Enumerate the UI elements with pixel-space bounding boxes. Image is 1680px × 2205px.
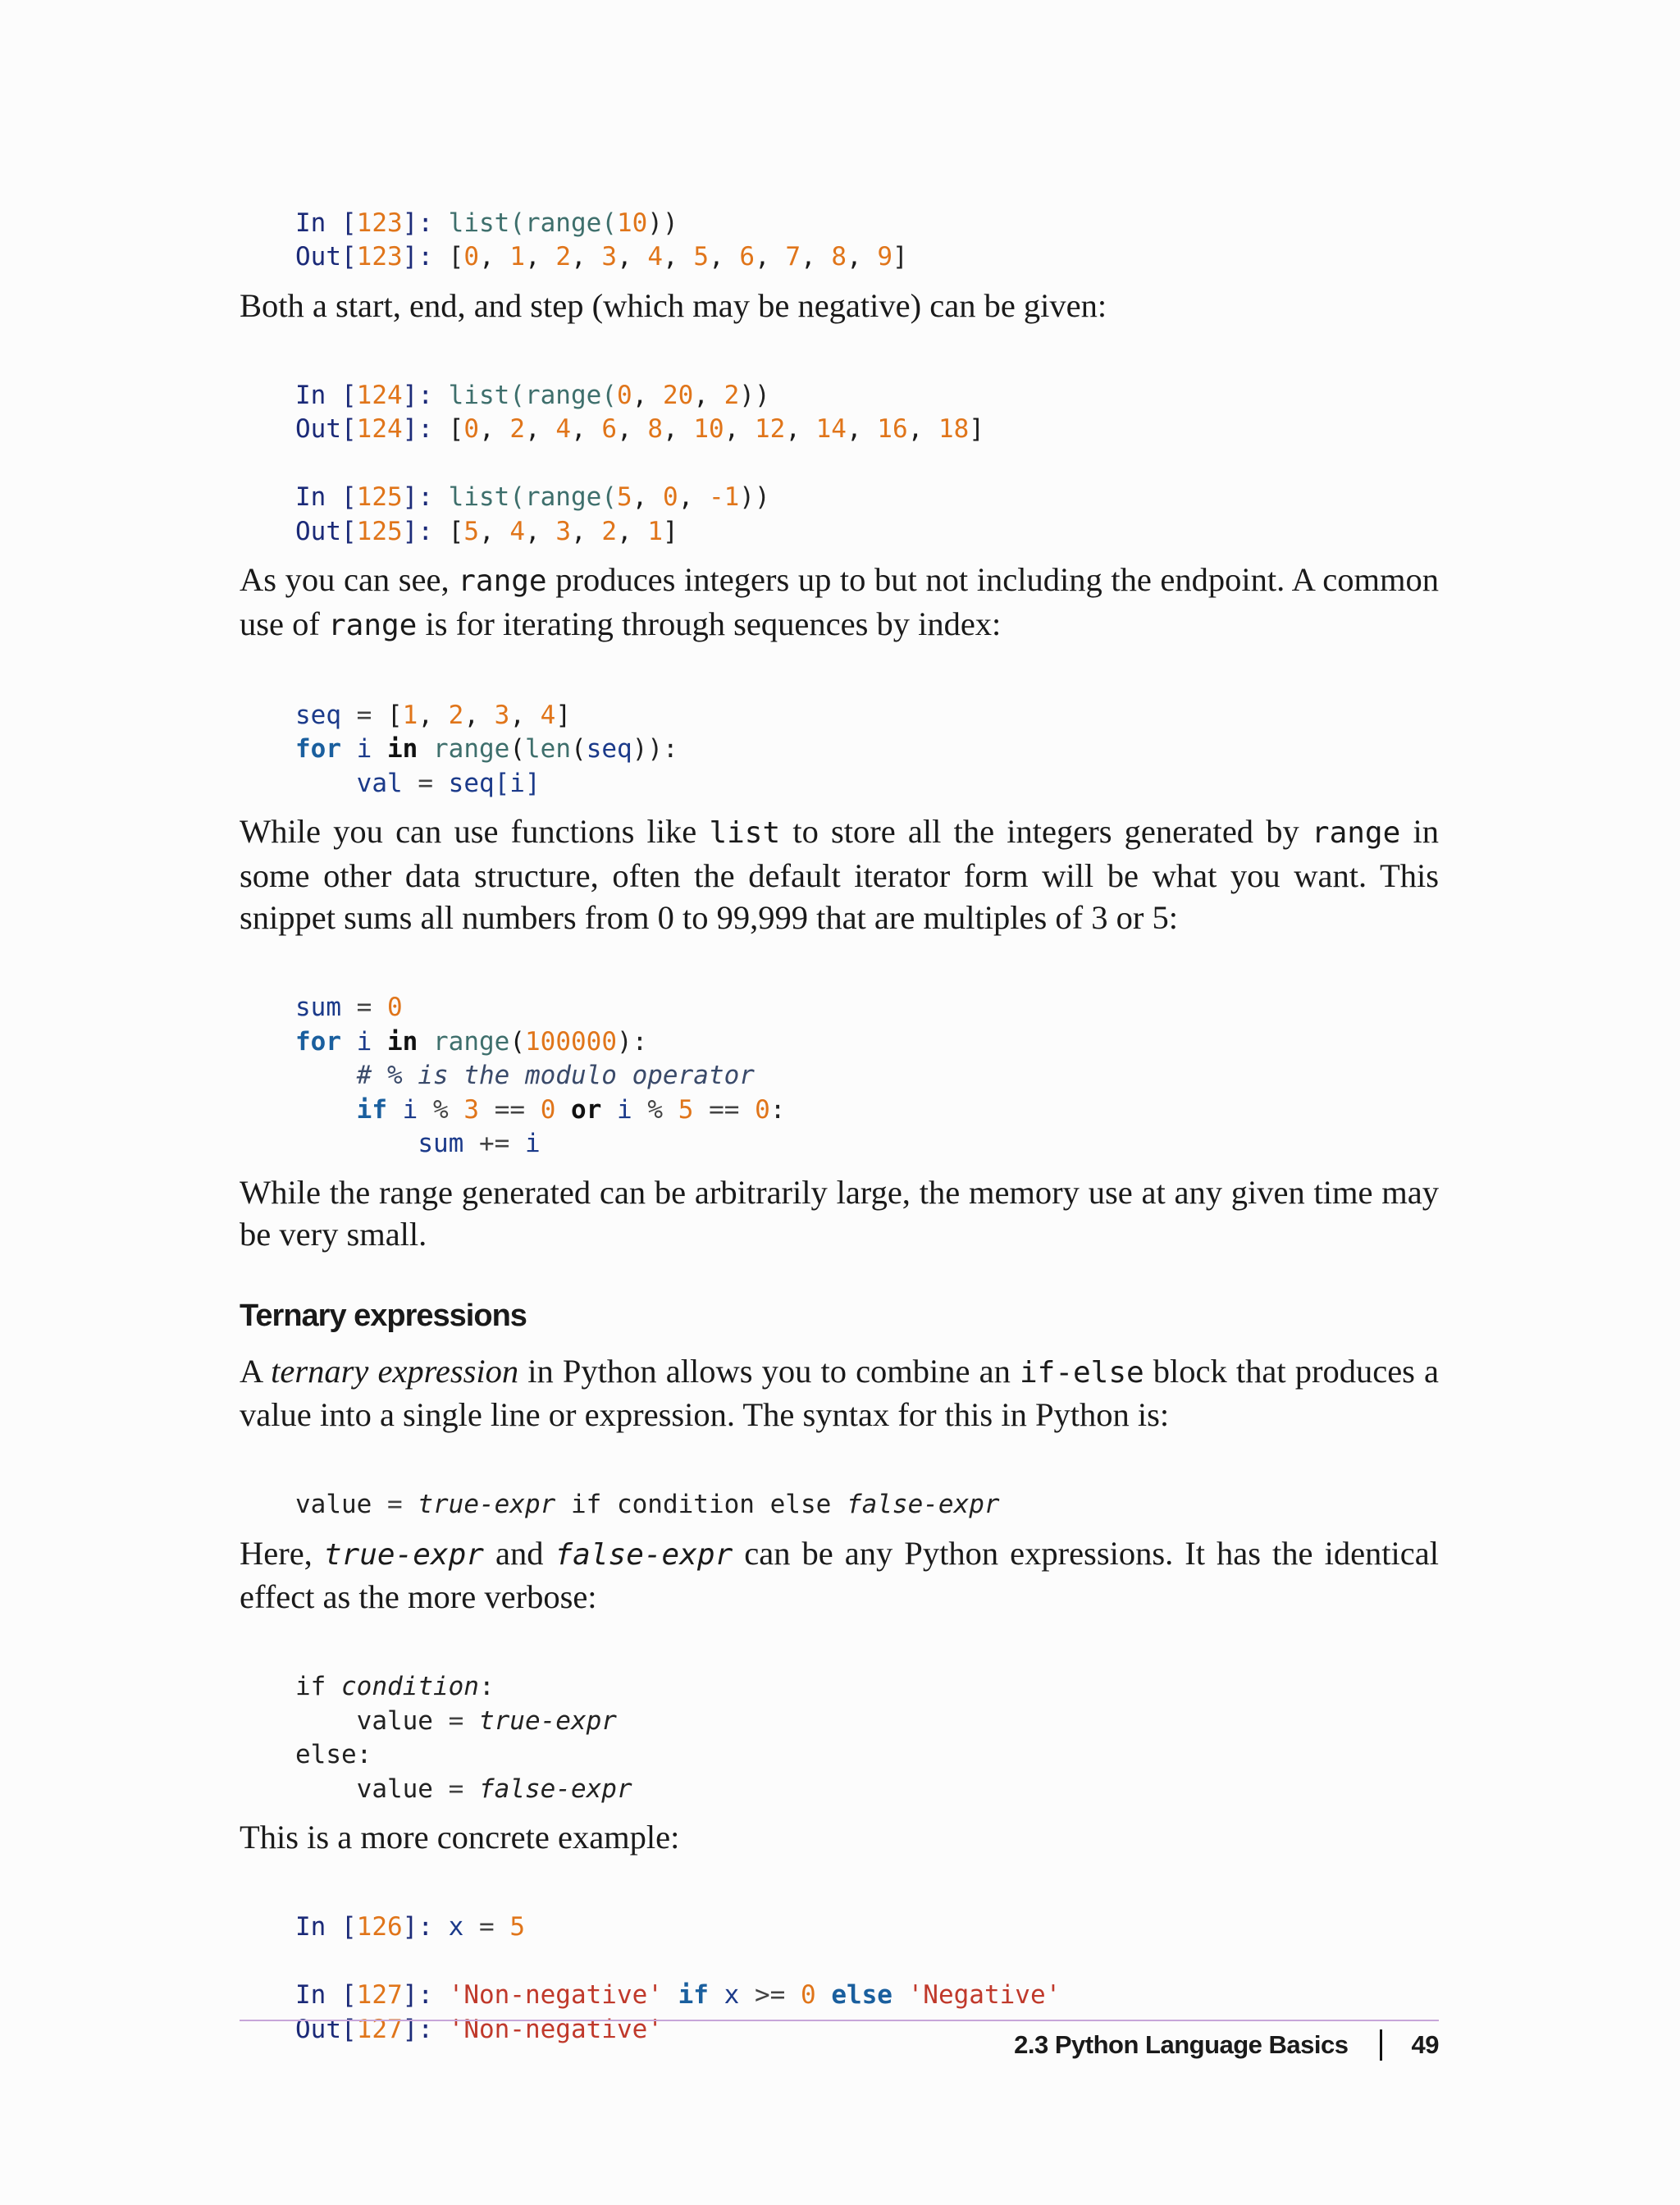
paragraph-iterator-form: While you can use functions like list to store all the integers generated by range in some other data structure, often the default iterator form will be what you want. This snippet sums all numbers from 0 to 99,999 that are multiples of 3 or 5: [240,813,1439,936]
code-line: for i in range(len(seq)): [295,734,678,764]
code-block-range-10 [295,172,1439,275]
code-line: value = false-expr [356,1774,632,1804]
code-block-ternary-syntax [295,1454,1439,1522]
footer-section-title: 2.3 Python Language Basics [1014,2030,1349,2059]
footer-divider [240,2020,1439,2021]
footer-separator [1380,2029,1382,2061]
code-line: if condition: [295,1672,495,1701]
paragraph-range-endpoint: As you can see, range produces integers up to but not including the endpoint. A common use of range is for iterating through sequences by index: [240,561,1440,642]
code-line: In [125]: list(range(5, 0, -1)) [295,482,770,512]
paragraph-memory-use: While the range generated can be arbitrarily large, the memory use at any given time may be very small. [240,1173,1439,1253]
code-line: val = seq[i] [356,768,541,798]
paragraph-start-end-step: Both a start, end, and step (which may be negative) can be given: [240,286,1107,324]
code-line: value = true-expr [356,1705,617,1736]
code-line: sum = 0 [295,993,403,1022]
page-footer [1014,2029,1439,2061]
code-line: # % is the modulo operator [356,1061,755,1090]
code-line: In [124]: list(range(0, 20, 2)) [295,380,770,410]
section-heading: Ternary expressions [240,1298,527,1333]
page-content [240,172,1439,2047]
code-line: Out[123]: [0, 1, 2, 3, 4, 5, 6, 7, 8, 9] [295,242,908,272]
code-line: In [127]: 'Non-negative' if x >= 0 else 'Negative' [295,1980,1061,2010]
code-line: Out[124]: [0, 2, 4, 6, 8, 10, 12, 14, 16, 18] [295,414,984,444]
code-line: value = true-expr if condition else false-expr [295,1490,1000,1519]
code-block-if-else [295,1637,1439,1807]
code-line: seq = [1, 2, 3, 4] [295,700,572,730]
code-line: sum += i [418,1129,541,1158]
code-line: else: [295,1740,372,1769]
code-line: In [123]: list(range(10)) [295,208,678,238]
page-number: 49 [1411,2030,1439,2059]
code-line-blank [295,447,1439,482]
code-block-sum-multiples [295,957,1439,1162]
code-line: Out[127]: 'Non-negative' [295,2014,663,2044]
paragraph-ternary-equivalent: Here, true-expr and false-expr can be any Python expressions. It has the identical effect as the more verbose: [240,1534,1440,1615]
code-line: if i % 3 == 0 or i % 5 == 0: [356,1094,786,1125]
code-block-range-steps [295,345,1439,549]
code-line-blank [295,1945,1439,1979]
code-line: Out[125]: [5, 4, 3, 2, 1] [295,516,678,546]
paragraph-concrete-example: This is a more concrete example: [240,1819,680,1856]
paragraph-ternary-intro: A ternary expression in Python allows you to combine an if-else block that produces a value into a single line or expression. The syntax for this in Python is: [240,1352,1440,1433]
code-line: for i in range(100000): [295,1026,648,1057]
code-block-seq-loop [295,664,1439,801]
code-line: In [126]: x = 5 [295,1912,525,1942]
